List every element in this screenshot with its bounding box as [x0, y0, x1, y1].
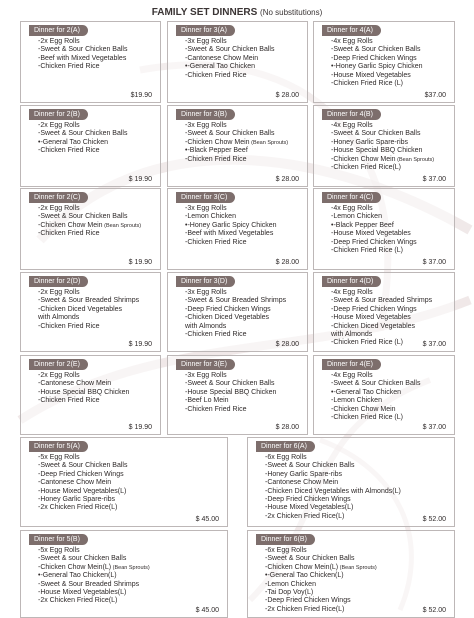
menu-item-text: •-Honey Garlic Spicy Chicken: [331, 63, 423, 71]
menu-item: [331, 239, 450, 247]
menu-item-text: -Cantonese Chow Mein: [38, 479, 112, 487]
dinner-set-price: $ 52.00: [422, 607, 446, 614]
menu-item: [331, 213, 450, 221]
menu-item-text: -6x Egg Rolls: [265, 547, 307, 554]
menu-item-text: -Cantonese Chow Mein: [185, 54, 259, 62]
menu-item: [265, 454, 450, 462]
dinner-set-name-tag: Dinner for 2(D): [29, 276, 88, 287]
menu-item: [38, 122, 156, 130]
dinner-set-name-tag: Dinner for 2(A): [29, 25, 88, 36]
menu-item-text: -2x Egg Rolls: [38, 38, 80, 45]
dinner-set-price: $ 37.00: [422, 259, 446, 266]
dinner-set-name-tag: Dinner for 2(B): [29, 109, 88, 120]
menu-item: [185, 139, 303, 147]
menu-item: [38, 63, 156, 71]
menu-item-text: -Chicken Chow Mein(L): [38, 563, 112, 571]
menu-item-text: -Chicken Fried Rice: [38, 147, 100, 155]
menu-item-text: -2x Egg Rolls: [38, 205, 80, 212]
menu-item: [185, 156, 303, 164]
menu-item: [38, 213, 156, 221]
menu-item-text: -Chicken Fried Rice: [185, 238, 247, 246]
menu-item-text: -3x Egg Rolls: [185, 289, 227, 296]
menu-item: [185, 122, 303, 130]
menu-item-text: -Chicken Chow Mein: [38, 221, 103, 229]
menu-item: [265, 564, 450, 572]
menu-item: [265, 496, 450, 504]
dinner-set-price: $ 37.00: [422, 176, 446, 183]
dinner-set-card: [20, 272, 161, 352]
dinner-set-price: $ 19.90: [128, 176, 152, 183]
menu-item-text: -Lemon Chicken: [265, 580, 316, 588]
menu-item: [331, 331, 450, 339]
dinner-set-items: [185, 372, 303, 414]
menu-item-text: -Lemon Chicken: [331, 397, 382, 405]
menu-item: [185, 406, 303, 414]
menu-item-text: -Chicken Fried Rice: [38, 322, 100, 330]
menu-item-text: -House Mixed Vegetables(L): [38, 487, 127, 495]
menu-item: [38, 55, 156, 63]
menu-item: [331, 306, 450, 314]
dinner-set-items: [38, 547, 223, 606]
dinner-set-card: [167, 21, 308, 103]
menu-item-text: •-General Tao Chicken: [331, 388, 402, 396]
menu-item: [185, 323, 303, 331]
menu-item-text: -Sweet & Sour Breaded Shrimps: [331, 297, 433, 305]
menu-item-text: -Sweet & Sour Breaded Shrimps: [185, 297, 287, 305]
menu-item-text: -4x Egg Rolls: [331, 289, 373, 296]
menu-item-text: -Sweet & Sour Chicken Balls: [331, 46, 421, 54]
menu-item: [38, 139, 156, 147]
menu-item: [331, 147, 450, 155]
menu-item-text: -Sweet & Sour Chicken Balls: [331, 130, 421, 138]
dinner-set-items: [331, 289, 450, 348]
menu-item: [331, 46, 450, 54]
menu-item: [265, 555, 450, 563]
menu-item-text: -House Mixed Vegetables(L): [265, 504, 354, 512]
menu-item: [265, 479, 450, 487]
menu-item-text: -Lemon Chicken: [331, 213, 382, 221]
menu-item: [38, 46, 156, 54]
menu-item-text: -Honey Garlic Spare-ribs: [38, 496, 116, 504]
menu-item-text: -Cantonese Chow Mein: [265, 479, 339, 487]
menu-item: [38, 471, 223, 479]
menu-item-text: -Beef with Mixed Vegetables: [185, 230, 274, 238]
menu-item-text: with Almonds: [38, 314, 80, 322]
menu-item: [38, 496, 223, 504]
menu-item: [331, 297, 450, 305]
dinner-set-name-tag: Dinner for 2(C): [29, 192, 88, 203]
dinner-set-card: [313, 188, 455, 270]
dinner-set-items: [185, 205, 303, 247]
menu-item: [38, 547, 223, 555]
menu-item: [185, 46, 303, 54]
dinner-set-price: $ 28.00: [275, 92, 299, 99]
dinner-set-card: [313, 272, 455, 352]
menu-item-text: -Chicken Fried Rice: [38, 397, 100, 405]
menu-item: [331, 389, 450, 397]
menu-item-text: -House Mixed Vegetables: [331, 314, 411, 322]
dinner-set-items: [185, 122, 303, 164]
menu-item: [38, 479, 223, 487]
menu-item: [38, 222, 156, 230]
menu-item: [331, 414, 450, 422]
menu-item-text: •-Black Pepper Beef: [185, 147, 248, 155]
dinner-set-name-tag: Dinner for 4(B): [322, 109, 381, 120]
menu-item: [331, 55, 450, 63]
menu-item-text: -4x Egg Rolls: [331, 372, 373, 379]
menu-item-text: -Sweet & Sour Chicken Balls: [185, 380, 275, 388]
menu-item-text: -4x Egg Rolls: [331, 205, 373, 212]
menu-item: [185, 314, 303, 322]
dinner-set-card: [167, 188, 308, 270]
dinner-set-items: [38, 454, 223, 513]
menu-item-text: -Lemon Chicken: [185, 213, 236, 221]
menu-item-text: -Beef Lo Mein: [185, 397, 229, 405]
menu-item-text: -Chicken Fried Rice(L): [331, 164, 402, 172]
dinner-set-price: $ 45.00: [195, 607, 219, 614]
menu-item-text: -Deep Fried Chicken Wings: [331, 238, 417, 246]
dinner-set-items: [38, 122, 156, 156]
menu-item-text: -Chicken Chow Mein: [331, 405, 396, 413]
menu-item-text: -House Special BBQ Chicken: [331, 147, 423, 155]
dinner-set-name-tag: Dinner for 3(E): [176, 359, 235, 370]
menu-item-text: -6x Egg Rolls: [265, 454, 307, 461]
menu-item-text: -4x Egg Rolls: [331, 38, 373, 45]
menu-item-text: -Chicken Fried Rice (L): [331, 414, 403, 422]
menu-item: [331, 38, 450, 46]
dinner-set-items: [331, 122, 450, 172]
menu-item-text: -Honey Garlic Spare-ribs: [331, 138, 409, 146]
menu-item-text: -Sweet & sour Chicken Balls: [38, 555, 127, 563]
menu-item: [265, 572, 450, 580]
dinner-set-card: [313, 355, 455, 435]
menu-item-text: -Sweet & Sour Breaded Shrimps: [38, 580, 140, 588]
dinner-set-items: [265, 547, 450, 614]
menu-item-text: -Sweet & Sour Chicken Balls: [38, 130, 128, 138]
menu-item-text: -3x Egg Rolls: [185, 38, 227, 45]
dinner-set-items: [185, 38, 303, 80]
menu-item: [185, 289, 303, 297]
menu-item: [38, 564, 223, 572]
menu-item: [185, 72, 303, 80]
dinner-set-items: [331, 38, 450, 88]
menu-item: [38, 397, 156, 405]
menu-item: [185, 130, 303, 138]
menu-item: [185, 239, 303, 247]
menu-item: [331, 156, 450, 164]
menu-item-text: -Beef with Mixed Vegetables: [38, 54, 127, 62]
dinner-set-price: $ 52.00: [422, 516, 446, 523]
menu-item: [38, 488, 223, 496]
dinner-set-price: $ 37.00: [422, 341, 446, 348]
menu-title-text: FAMILY SET DINNERS: [151, 7, 258, 18]
menu-item: [185, 147, 303, 155]
menu-item-text: •-General Tao Chicken: [185, 63, 256, 71]
menu-item-text: with Almonds: [331, 331, 373, 339]
menu-item: [38, 589, 223, 597]
menu-item-note: (Bean Sprouts): [111, 564, 150, 571]
menu-item: [185, 63, 303, 71]
menu-item-text: -Deep Fried Chicken Wings: [331, 305, 417, 313]
menu-item-text: -Deep Fried Chicken Wings: [185, 305, 271, 313]
menu-item: [38, 323, 156, 331]
menu-item: [185, 205, 303, 213]
menu-item-text: -2x Egg Rolls: [38, 372, 80, 379]
dinner-set-price: $ 19.90: [128, 424, 152, 431]
dinner-set-name-tag: Dinner for 4(A): [322, 25, 381, 36]
menu-item: [38, 130, 156, 138]
dinner-set-card: [167, 355, 308, 435]
menu-item-text: -Sweet & Sour Chicken Balls: [38, 46, 128, 54]
menu-item: [331, 63, 450, 71]
menu-item-text: -Chicken Diced Vegetables: [185, 314, 270, 322]
menu-item: [38, 314, 156, 322]
dinner-set-card: [313, 105, 455, 187]
dinner-set-card: [20, 188, 161, 270]
menu-item-text: •-Black Pepper Beef: [331, 221, 394, 229]
menu-item-text: -2x Egg Rolls: [38, 122, 80, 129]
menu-item-text: -Chicken Fried Rice: [185, 405, 247, 413]
menu-item-text: -5x Egg Rolls: [38, 454, 80, 461]
menu-item-text: -Tai Dop Voy(L): [265, 589, 314, 597]
menu-item: [38, 389, 156, 397]
dinner-set-name-tag: Dinner for 4(E): [322, 359, 381, 370]
dinner-set-price: $ 28.00: [275, 259, 299, 266]
dinner-set-items: [38, 205, 156, 239]
menu-item: [185, 397, 303, 405]
menu-item-text: -House Mixed Vegetables: [331, 230, 411, 238]
dinner-set-price: $19.90: [130, 92, 152, 99]
dinner-set-card: [20, 21, 161, 103]
menu-item-text: -House Mixed Vegetables(L): [38, 589, 127, 597]
menu-item: [331, 323, 450, 331]
menu-subtitle: (No substitutions): [260, 8, 323, 17]
menu-item-text: -Chicken Fried Rice: [38, 63, 100, 71]
menu-item: [331, 314, 450, 322]
menu-item: [185, 297, 303, 305]
menu-item: [331, 80, 450, 88]
menu-item: [331, 72, 450, 80]
menu-item: [265, 471, 450, 479]
menu-item-text: -Sweet & Sour Chicken Balls: [265, 462, 355, 470]
menu-item: [185, 306, 303, 314]
dinner-set-name-tag: Dinner for 5(B): [29, 534, 88, 545]
menu-item: [331, 397, 450, 405]
menu-item: [38, 454, 223, 462]
dinner-set-price: $ 37.00: [422, 424, 446, 431]
menu-item: [331, 122, 450, 130]
menu-item-text: -Chicken Chow Mein(L): [265, 563, 339, 571]
dinner-set-items: [38, 38, 156, 72]
menu-item-text: -Chicken Chow Mein: [185, 138, 250, 146]
menu-item-text: -2x Chicken Fried Rice(L): [265, 605, 345, 613]
menu-item-text: -4x Egg Rolls: [331, 122, 373, 129]
menu-item-text: •-General Tao Chicken(L): [38, 572, 117, 580]
menu-item: [185, 38, 303, 46]
menu-item: [38, 504, 223, 512]
menu-item: [265, 547, 450, 555]
dinner-set-name-tag: Dinner for 6(B): [256, 534, 315, 545]
menu-item: [38, 230, 156, 238]
menu-item: [331, 247, 450, 255]
menu-item-text: -3x Egg Rolls: [185, 205, 227, 212]
menu-item-text: -House Special BBQ Chicken: [185, 388, 277, 396]
dinner-set-name-tag: Dinner for 4(D): [322, 276, 381, 287]
menu-item-text: -Deep Fried Chicken Wings: [265, 496, 351, 504]
menu-item-text: with Almonds: [185, 322, 227, 330]
menu-item-text: •-General Tao Chicken: [38, 138, 109, 146]
menu-item: [185, 372, 303, 380]
menu-item: [185, 230, 303, 238]
dinner-set-card: [20, 105, 161, 187]
menu-item-text: -3x Egg Rolls: [185, 372, 227, 379]
menu-item-text: -Sweet & Sour Chicken Balls: [331, 380, 421, 388]
dinner-set-card: [20, 437, 228, 527]
dinner-set-name-tag: Dinner for 3(A): [176, 25, 235, 36]
menu-item: [265, 462, 450, 470]
dinner-set-name-tag: Dinner for 3(D): [176, 276, 235, 287]
dinner-set-card: [167, 272, 308, 352]
dinner-set-card: [313, 21, 455, 103]
dinner-set-name-tag: Dinner for 6(A): [256, 441, 315, 452]
menu-item-text: •-General Tao Chicken(L): [265, 572, 344, 580]
menu-item-text: -Deep Fried Chicken Wings: [265, 597, 351, 605]
menu-item-text: -Cantonese Chow Mein: [38, 380, 112, 388]
menu-item-text: -Chicken Fried Rice: [185, 331, 247, 339]
menu-item: [38, 380, 156, 388]
menu-item: [331, 380, 450, 388]
menu-item-note: (Bean Sprouts): [395, 156, 435, 163]
menu-item-text: -Chicken Diced Vegetables with Almonds(L): [265, 487, 401, 495]
menu-item-text: -Sweet & Sour Chicken Balls: [265, 555, 355, 563]
menu-item: [38, 289, 156, 297]
menu-item: [38, 372, 156, 380]
dinner-set-price: $ 19.90: [128, 341, 152, 348]
menu-item-text: -Chicken Fried Rice (L): [331, 80, 403, 88]
dinner-set-items: [331, 372, 450, 422]
menu-item-text: -2x Chicken Fried Rice(L): [38, 597, 118, 605]
menu-title: [0, 7, 474, 18]
dinner-set-name-tag: Dinner for 2(E): [29, 359, 88, 370]
menu-item-note: (Bean Sprouts): [338, 564, 377, 571]
menu-item: [265, 581, 450, 589]
dinner-set-items: [185, 289, 303, 339]
menu-item: [331, 289, 450, 297]
menu-item: [331, 230, 450, 238]
dinner-set-items: [38, 372, 156, 406]
dinner-set-card: [20, 355, 161, 435]
dinner-set-name-tag: Dinner for 3(B): [176, 109, 235, 120]
menu-item-text: -2x Egg Rolls: [38, 289, 80, 296]
menu-item-text: -Chicken Fried Rice (L): [331, 247, 403, 255]
menu-item-text: -Chicken Diced Vegetables: [331, 322, 416, 330]
dinner-set-items: [265, 454, 450, 521]
menu-item: [331, 406, 450, 414]
menu-item-text: -Chicken Fried Rice (L): [331, 339, 403, 347]
menu-item-text: -2x Chicken Fried Rice(L): [38, 504, 118, 512]
menu-item-note: (Bean Sprouts): [249, 139, 289, 146]
menu-item: [331, 139, 450, 147]
menu-item: [185, 331, 303, 339]
dinner-set-price: $ 28.00: [275, 176, 299, 183]
menu-item: [38, 462, 223, 470]
menu-item: [38, 38, 156, 46]
dinner-set-price: $ 19.90: [128, 259, 152, 266]
menu-item: [331, 372, 450, 380]
menu-item: [331, 130, 450, 138]
dinner-set-name-tag: Dinner for 3(C): [176, 192, 235, 203]
menu-item-text: -Deep Fried Chicken Wings: [38, 470, 124, 478]
menu-item-note: (Bean Sprouts): [102, 222, 142, 229]
menu-item-text: -3x Egg Rolls: [185, 122, 227, 129]
menu-item-text: -2x Chicken Fried Rice(L): [265, 512, 345, 520]
dinner-set-name-tag: Dinner for 4(C): [322, 192, 381, 203]
menu-item-text: -Chicken Chow Mein: [331, 155, 396, 163]
dinner-set-price: $ 45.00: [195, 516, 219, 523]
menu-item: [38, 147, 156, 155]
dinner-set-card: [20, 530, 228, 618]
menu-item-text: -Chicken Fried Rice: [185, 155, 247, 163]
menu-item: [185, 213, 303, 221]
menu-item-text: -Deep Fried Chicken Wings: [331, 54, 417, 62]
dinner-set-name-tag: Dinner for 5(A): [29, 441, 88, 452]
menu-item: [38, 572, 223, 580]
dinner-set-items: [38, 289, 156, 331]
menu-item-text: -Sweet & Sour Chicken Balls: [185, 46, 275, 54]
menu-item: [185, 222, 303, 230]
menu-item-text: -House Mixed Vegetables: [331, 71, 411, 79]
dinner-set-items: [331, 205, 450, 255]
menu-item-text: -Sweet & Sour Breaded Shrimps: [38, 297, 140, 305]
dinner-set-card: [167, 105, 308, 187]
menu-item-text: -Sweet & Sour Chicken Balls: [185, 130, 275, 138]
menu-item-text: -Chicken Fried Rice: [38, 230, 100, 238]
menu-item-text: -Chicken Fried Rice: [185, 71, 247, 79]
menu-item: [38, 597, 223, 605]
menu-item-text: -Sweet & Sour Chicken Balls: [38, 213, 128, 221]
menu-item: [185, 55, 303, 63]
menu-item: [265, 488, 450, 496]
menu-item-text: -House Special BBQ Chicken: [38, 388, 130, 396]
menu-item-text: -Sweet & Sour Chicken Balls: [38, 462, 128, 470]
menu-item: [38, 581, 223, 589]
menu-item: [185, 389, 303, 397]
menu-item-text: -Chicken Diced Vegetables: [38, 305, 123, 313]
dinner-set-card: [247, 437, 455, 527]
menu-item: [38, 306, 156, 314]
dinner-set-price: $ 28.00: [275, 341, 299, 348]
menu-item: [331, 164, 450, 172]
menu-item: [38, 297, 156, 305]
menu-item: [265, 504, 450, 512]
menu-item: [331, 205, 450, 213]
menu-item: [38, 555, 223, 563]
menu-item: [38, 205, 156, 213]
dinner-set-card: [247, 530, 455, 618]
menu-item-text: -Honey Garlic Spare-ribs: [265, 470, 343, 478]
menu-item: [185, 380, 303, 388]
dinner-set-price: $37.00: [424, 92, 446, 99]
menu-item: [265, 597, 450, 605]
menu-item: [331, 222, 450, 230]
menu-item: [265, 589, 450, 597]
menu-item-text: -5x Egg Rolls: [38, 547, 80, 554]
menu-item-text: •-Honey Garlic Spicy Chicken: [185, 221, 277, 229]
dinner-set-price: $ 28.00: [275, 424, 299, 431]
